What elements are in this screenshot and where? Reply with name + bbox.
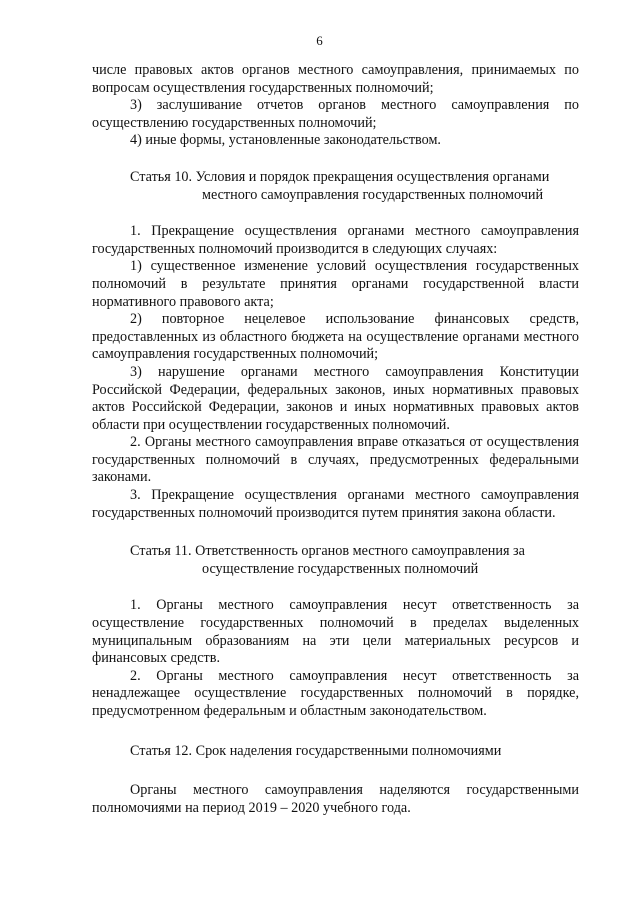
- article-10-paragraph: 2) повторное нецелевое использование финансовых средств, предоставленных из областного бюджета на осуществление органами местного самоуправления государственных полномочий;: [92, 311, 579, 363]
- article-11-heading: [92, 543, 579, 578]
- page-number: 6: [316, 33, 323, 48]
- article-10-paragraph: 1) существенное изменение условий осуществления государственных полномочий в результате принятия органами государственной власти нормативного правового акта;: [92, 258, 579, 310]
- article-heading-line: Статья 11. Ответственность органов местного самоуправления за: [130, 543, 525, 560]
- article-11-paragraph: 1. Органы местного самоуправления несут ответственность за осуществление государственных полномочий в пределах выделенных муниципальным образованиям на эти цели материальных ресурсов и финансовых средств.: [92, 597, 579, 667]
- article-10-paragraph: 2. Органы местного самоуправления вправе отказаться от осуществления государственных полномочий в случаях, предусмотренных федеральными законами.: [92, 434, 579, 486]
- article-heading-line: Статья 12. Срок наделения государственными полномочиями: [130, 742, 502, 759]
- intro-paragraph: числе правовых актов органов местного самоуправления, принимаемых по вопросам осуществления государственных полномочий;: [92, 62, 579, 96]
- article-heading-line: осуществление государственных полномочий: [202, 560, 479, 577]
- document-body: [92, 62, 579, 817]
- article-12-paragraph: Органы местного самоуправления наделяются государственными полномочиями на период 2019 – 2020 учебного года.: [92, 782, 579, 816]
- article-12-heading: [92, 743, 579, 761]
- article-11-paragraph: 2. Органы местного самоуправления несут ответственность за ненадлежащее осуществление государственных полномочий в порядке, предусмотренном федеральным и областным законодательством.: [92, 667, 579, 719]
- intro-paragraph: 4) иные формы, установленные законодательством.: [130, 132, 441, 149]
- article-heading-line: местного самоуправления государственных полномочий: [202, 186, 544, 203]
- article-10-paragraph: 3) нарушение органами местного самоуправления Конституции Российской Федерации, федеральных законов, иных нормативных правовых актов Российской Федерации, законов и иных нормативных правовых актов области при осуществлении государственных полномочий.: [92, 363, 579, 433]
- article-10-heading: [92, 169, 579, 204]
- article-10-paragraph: 3. Прекращение осуществления органами местного самоуправления государственных полномочий производится путем принятия закона области.: [92, 487, 579, 521]
- article-heading-line: Статья 10. Условия и порядок прекращения осуществления органами: [130, 168, 550, 185]
- article-10-paragraph: 1. Прекращение осуществления органами местного самоуправления государственных полномочий производится в следующих случаях:: [92, 223, 579, 257]
- intro-paragraph: 3) заслушивание отчетов органов местного самоуправления по осуществлению государственных полномочий;: [92, 97, 579, 131]
